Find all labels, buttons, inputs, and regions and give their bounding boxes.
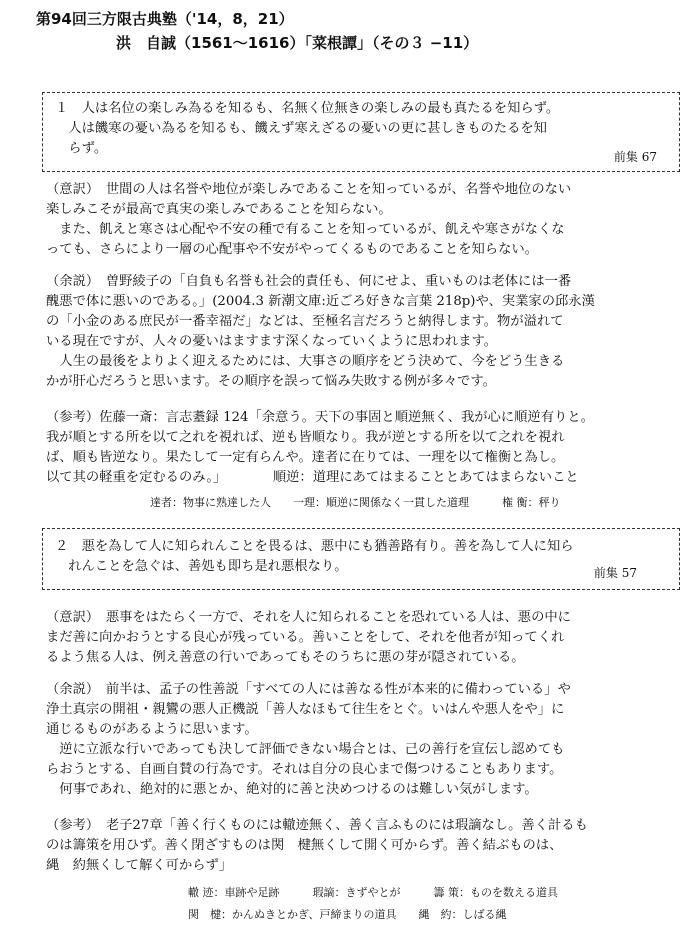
text-line: （意訳） 世間の人は名誉や地位が楽しみであることを知っているが、名誉や地位のない	[46, 182, 572, 197]
text-line: また、飢えと寒さは心配や不安の種で有ることを知っているが、飢えや寒さがなくな	[46, 222, 565, 237]
translation-1	[46, 180, 676, 260]
text-line: らおうとする、自画自賛の行為です。それは自分の良心まで傷つけることもあります。	[46, 762, 563, 777]
text-line: 通じるものがあるように思います。	[46, 722, 258, 737]
text-line: （余説） 曽野綾子の「自負も名誉も社会的責任も、何にせよ、重いものは老体には一番	[46, 274, 572, 289]
text-line: かが肝心だろうと思います。その順序を誤って悩み失敗する例が多々です。	[46, 374, 496, 389]
text-line: るよう焦る人は、例え善意の行いであってもそのうちに悪の芽が隠されている。	[46, 650, 525, 665]
passage-1-text	[55, 99, 670, 159]
passage-line: 人は饑寒の憂い為るを知るも、饑えず寒えざるの憂いの更に甚しきものたるを知	[55, 121, 547, 136]
text-line: 人生の最後をよりよく迎えるためには、大事さの順序をどう決めて、今をどう生きる	[46, 354, 565, 369]
reference-2	[46, 816, 676, 876]
passage-1-source: 前集 67	[613, 150, 657, 164]
passage-2-box	[42, 528, 680, 590]
text-line: （参考）佐藤一斎：言志耋録 124「余意う。天下の事固と順逆無く、我が心に順逆有りと。	[46, 410, 594, 425]
text-line: ば、順も皆逆なり。果たして一定有らんや。達者に在りては、一理を以て権衡と為し。	[46, 450, 565, 465]
translation-2	[46, 608, 676, 668]
text-line: まだ善に向かおうとする良心が残っている。善いことをして、それを他者が知ってくれ	[46, 630, 565, 645]
text-line: 浄土真宗の開祖・親鸞の悪人正機説「善人なほもて往生をとぐ。いはんや悪人をや」に	[46, 702, 565, 717]
commentary-1	[46, 272, 676, 392]
text-line: 醜悪で体に悪いのである。」(2004.3 新潮文庫:近ごろ好きな言葉 218p)や、実業家の邱永漢	[46, 294, 595, 309]
text-line: （参考） 老子27章「善く行くものには轍迹無く、善く言ふものには瑕謫なし。善く計るも	[46, 818, 588, 833]
passage-line: １ 人は名位の楽しみ為るを知るも、名無く位無きの楽しみの最も真たるを知らず。	[55, 101, 560, 116]
text-line: 逆に立派な行いであっても決して評価できない場合とは、己の善行を宣伝し認めても	[46, 742, 565, 757]
passage-2-source: 前集 57	[593, 566, 637, 580]
passage-line: れんことを急ぐは、善処も即ち是れ悪根なり。	[55, 559, 348, 574]
text-line: （意訳） 悪事をはたらく一方で、それを人に知られることを恐れている人は、悪の中に	[46, 610, 571, 625]
reference-1	[46, 408, 676, 488]
text-line: の「小金のある庶民が一番幸福だ」などは、至極名言だろうと納得します。物が溢れて	[46, 314, 564, 329]
passage-1-box	[42, 92, 680, 172]
text-line: 何事であれ、絶対的に悪とか、絶対的に善と決めつけるのは難しい気がします。	[46, 782, 538, 797]
commentary-2	[46, 680, 676, 800]
reference-1-glossary: 達者：物事に熟達した人 一理：順逆に関係なく一貫した道理 権 衡：秤り	[150, 496, 561, 509]
passage-line: ２ 悪を為して人に知られんことを畏るは、悪中にも猶善路有り。善を為して人に知ら	[55, 539, 574, 554]
text-line: のは籌策を用ひず。善く閉ざすものは関 楗無くして開く可からず。善く結ぶものは、	[46, 838, 563, 853]
text-line: っても、さらにより一層の心配事や不安がやってくるものであることを知らない。	[46, 242, 538, 257]
text-line: （余説） 前半は、孟子の性善説「すべての人には善なる性が本来的に備わっている」や	[46, 682, 571, 697]
reference-2-glossary-1: 轍 迹：車跡や足跡 瑕謫：きずやとが 籌 策：ものを数える道具	[188, 886, 558, 899]
document-subtitle: 洪 自誠（1561〜1616）「菜根譚」（その３ −11）	[116, 34, 479, 52]
passage-2-text	[55, 537, 670, 577]
text-line: いる現在ですが、人々の憂いはますます深くなっていくように思われます。	[46, 334, 498, 349]
reference-2-glossary-2: 関 楗：かんぬきとかぎ、戸締まりの道具 縄 約：しばる縄	[188, 908, 507, 921]
passage-line: らず。	[55, 141, 108, 156]
text-line: 我が順とする所を以て之れを視れば、逆も皆順なり。我が逆とする所を以て之れを視れ	[46, 430, 565, 445]
document-title: 第94回三方限古典塾（'14，8，21）	[36, 10, 294, 28]
text-line: 縄 約無くして解く可からず」	[46, 858, 233, 873]
text-line: 以て其の軽重を定むるのみ。」 順逆：道理にあてはまることとあてはまらないこと	[46, 470, 579, 485]
text-line: 楽しみこそが最高で真実の楽しみであることを知らない。	[46, 202, 392, 217]
